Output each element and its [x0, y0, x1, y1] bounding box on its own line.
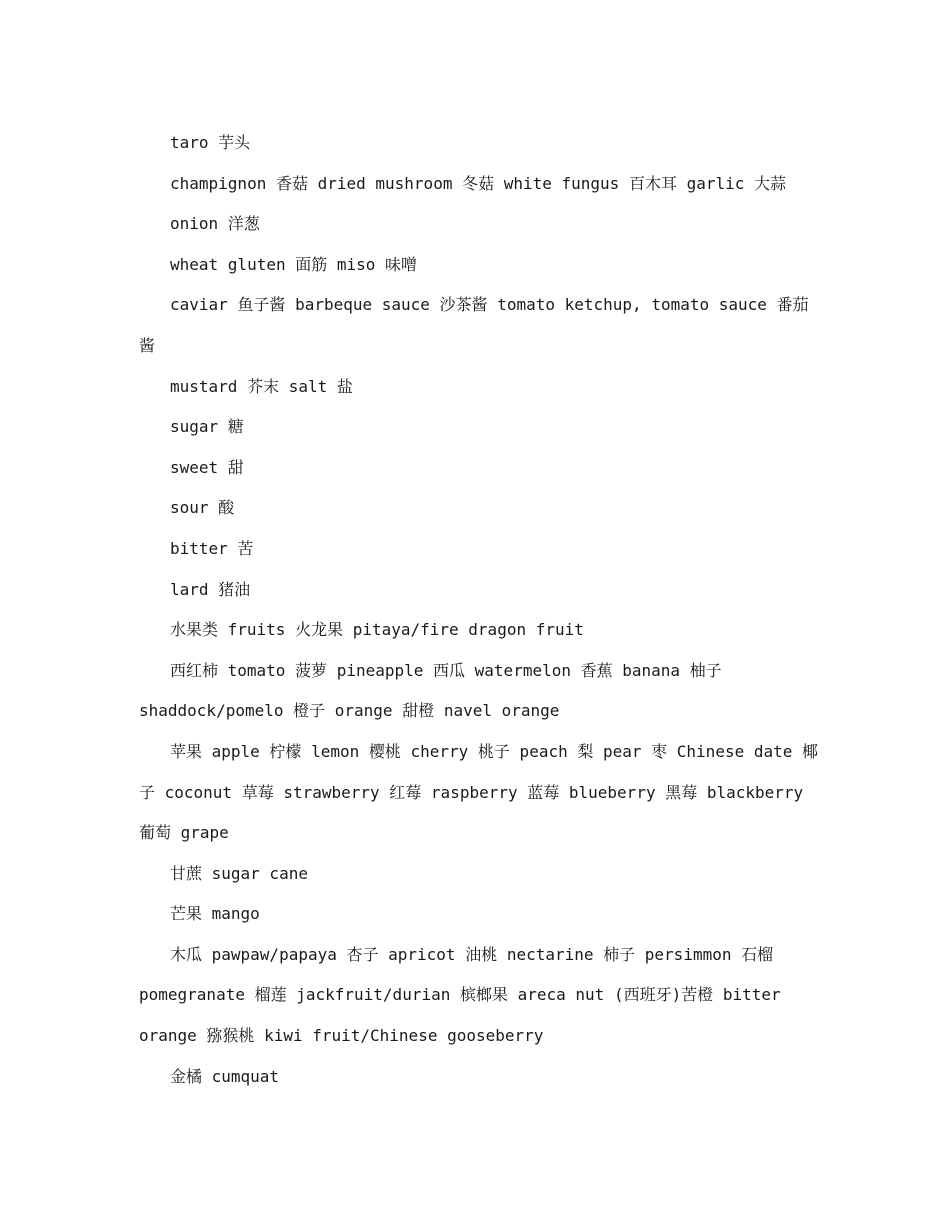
paragraph-sugar: sugar 糖: [170, 417, 244, 437]
paragraph-taro: taro 芋头: [170, 133, 251, 152]
paragraph-fruits-2: 苹果 apple 柠檬 lemon 樱桃 cherry 桃子 peach 梨 pear 枣 Chinese date 椰子 coconut 草莓 strawberry 红莓 raspberry 蓝莓 blueberry 黑莓 blackberry 葡萄 grape: [139, 741, 819, 843]
paragraph-onion: onion 洋葱: [170, 214, 260, 234]
paragraph-cumquat: 金橘 cumquat: [170, 1066, 280, 1086]
document-body: [139, 123, 819, 1097]
paragraph-sour: sour 酸: [170, 498, 235, 518]
paragraph-fruits-heading: 水果类 fruits 火龙果 pitaya/fire dragon fruit: [170, 620, 584, 640]
paragraph-fruits-3: 木瓜 pawpaw/papaya 杏子 apricot 油桃 nectarine 柿子 persimmon 石榴 pomegranate 榴莲 jackfruit/durian 槟榔果 areca nut (西班牙)苦橙 bitter orange 猕猴桃 kiwi fruit/Chinese gooseberry: [139, 944, 781, 1046]
paragraph-mustard-salt: mustard 芥末 salt 盐: [170, 376, 353, 396]
paragraph-bitter: bitter 苦: [170, 538, 254, 558]
paragraph-sugar-cane: 甘蔗 sugar cane: [170, 863, 308, 883]
paragraph-sweet: sweet 甜: [170, 457, 244, 477]
paragraph-fruits-1: 西红柿 tomato 菠萝 pineapple 西瓜 watermelon 香蕉 banana 柚子 shaddock/pomelo 橙子 orange 甜橙 navel orange: [139, 660, 722, 721]
paragraph-sauces: caviar 鱼子酱 barbeque sauce 沙茶酱 tomato ketchup, tomato sauce 番茄酱: [139, 295, 809, 355]
paragraph-mango: 芒果 mango: [170, 904, 260, 924]
paragraph-mushrooms: champignon 香菇 dried mushroom 冬菇 white fungus 百木耳 garlic 大蒜: [170, 173, 787, 193]
paragraph-gluten-miso: wheat gluten 面筋 miso 味噌: [170, 254, 418, 274]
paragraph-lard: lard 猪油: [170, 579, 251, 599]
